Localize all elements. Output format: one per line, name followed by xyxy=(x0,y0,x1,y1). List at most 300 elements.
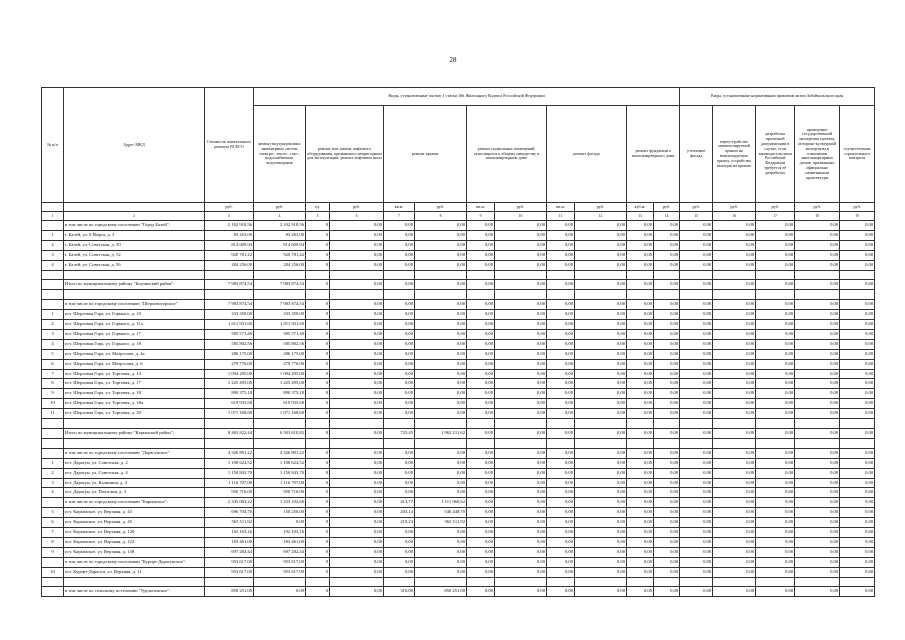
row-number: 3 xyxy=(42,250,64,260)
value-cell: 0,00 xyxy=(840,468,875,478)
table-row xyxy=(42,458,875,468)
value-cell: 953 617,00 xyxy=(205,567,254,577)
value-cell: 0,00 xyxy=(330,329,384,339)
value-cell: 0,00 xyxy=(575,240,627,250)
value-cell: 0,00 xyxy=(795,250,840,260)
value-cell: 0,00 xyxy=(840,399,875,409)
value-cell: 333 350,00 xyxy=(205,310,254,320)
value-cell: 0,00 xyxy=(575,537,627,547)
row-number: 5 xyxy=(42,508,64,518)
table-row xyxy=(42,260,875,270)
table-row xyxy=(42,547,875,557)
value-cell: 2 335 063,22 xyxy=(205,498,254,508)
value-cell: 0 xyxy=(306,488,330,498)
value-cell: 0,00 xyxy=(547,409,575,419)
value-cell: 0,00 xyxy=(627,240,654,250)
value-cell: 0,00 xyxy=(627,567,654,577)
value-cell: 0,00 xyxy=(495,498,547,508)
value-cell: 0,00 xyxy=(547,349,575,359)
value-cell: 279 776,00 xyxy=(254,359,306,369)
value-cell: 0,00 xyxy=(547,379,575,389)
value-cell: 0,00 xyxy=(415,458,467,468)
value-cell: 0,00 xyxy=(654,280,680,290)
unit-cell: руб. xyxy=(840,203,875,212)
value-cell: 0,00 xyxy=(495,409,547,419)
row-number: 9 xyxy=(42,389,64,399)
value-cell: 0,00 xyxy=(756,240,795,250)
value-cell: 0,00 xyxy=(840,498,875,508)
value-cell: 0,00 xyxy=(756,379,795,389)
empty-cell xyxy=(415,290,467,300)
row-number: 7 xyxy=(42,528,64,538)
value-cell: 0 xyxy=(306,468,330,478)
value-cell: 0,00 xyxy=(384,230,415,240)
value-cell: 183 461,00 xyxy=(205,537,254,547)
value-cell: 619 935,68 xyxy=(254,399,306,409)
empty-cell xyxy=(575,290,627,300)
value-cell: 0,00 xyxy=(495,448,547,458)
value-cell: 0 xyxy=(306,409,330,419)
column-number: 6 xyxy=(330,212,384,221)
value-cell: 0,00 xyxy=(654,339,680,349)
value-cell: 0,00 xyxy=(680,339,713,349)
value-cell: 0,00 xyxy=(627,260,654,270)
value-cell: 0,00 xyxy=(495,349,547,359)
value-cell: 0,00 xyxy=(713,221,756,231)
value-cell: 0,00 xyxy=(575,518,627,528)
column-number: 1 xyxy=(42,212,64,221)
value-cell: 0,00 xyxy=(547,260,575,270)
empty-cell xyxy=(467,438,495,448)
value-cell: 0,00 xyxy=(330,310,384,320)
table-row xyxy=(42,389,875,399)
header-group-housing-code: Виды, установленные частью 1 статьи 166 Жилищного Кодекса Российской Федерации xyxy=(254,88,680,106)
value-cell: 0,00 xyxy=(384,349,415,359)
header-insulation: утепление фасада xyxy=(680,106,713,203)
value-cell: 0,00 xyxy=(654,221,680,231)
value-cell: 0,00 xyxy=(795,547,840,557)
value-cell: 0,00 xyxy=(384,458,415,468)
value-cell: 7 983 874,54 xyxy=(254,280,306,290)
value-cell: 0,00 xyxy=(547,300,575,310)
empty-cell xyxy=(306,577,330,587)
value-cell: 0,00 xyxy=(415,488,467,498)
value-cell: 0,00 xyxy=(330,369,384,379)
empty-cell xyxy=(627,577,654,587)
value-cell: 0,00 xyxy=(756,260,795,270)
value-cell: 0,00 xyxy=(467,428,495,438)
value-cell: 0,00 xyxy=(756,448,795,458)
value-cell: 0,00 xyxy=(756,528,795,538)
value-cell: 0,00 xyxy=(575,557,627,567)
row-address: в том числе по городскому поселению "Дарасунское": xyxy=(64,448,205,458)
value-cell: 0,00 xyxy=(680,428,713,438)
value-cell: 0,00 xyxy=(756,369,795,379)
header-ventilation: переустройство невентилируемой крыши на вентилируемую крышу, устройство выходов на кровлю xyxy=(713,106,756,203)
value-cell: 0,00 xyxy=(713,369,756,379)
value-cell: 0,00 xyxy=(467,498,495,508)
value-cell: 0,00 xyxy=(713,508,756,518)
value-cell: 0,00 xyxy=(654,300,680,310)
value-cell: 0,00 xyxy=(254,518,306,528)
value-cell: 0,00 xyxy=(547,478,575,488)
row-address: пгт. Карымское, ул. Верхняя, д. 122 xyxy=(64,537,205,547)
row-address: пгт. Шерловая Гора, ул. Горького, д. 18 xyxy=(64,339,205,349)
value-cell: 0,00 xyxy=(384,468,415,478)
value-cell: 0,00 xyxy=(495,468,547,478)
row-address: пгт. Шерловая Гора, ул. Матросова, д. 4а xyxy=(64,349,205,359)
empty-cell xyxy=(330,270,384,280)
value-cell: 0,00 xyxy=(840,230,875,240)
value-cell: 0,00 xyxy=(756,567,795,577)
value-cell: 0,00 xyxy=(756,349,795,359)
value-cell: 890 375,18 xyxy=(205,389,254,399)
value-cell: 0,00 xyxy=(575,389,627,399)
row-address: Итого по муниципальному району "Борзинский район": xyxy=(64,280,205,290)
value-cell: 0,00 xyxy=(415,537,467,547)
value-cell: 0,00 xyxy=(467,399,495,409)
value-cell: 0,00 xyxy=(415,230,467,240)
value-cell: 0,00 xyxy=(330,260,384,270)
value-cell: 0,00 xyxy=(495,567,547,577)
unit-cell: руб. xyxy=(756,203,795,212)
value-cell: 0,00 xyxy=(384,547,415,557)
column-number: 4 xyxy=(254,212,306,221)
value-cell: 0,00 xyxy=(680,329,713,339)
unit-cell: руб. xyxy=(575,203,627,212)
header-foundation: ремонт фундамента многоквартирного дома xyxy=(627,106,680,203)
value-cell: 0,00 xyxy=(756,389,795,399)
value-cell: 0 xyxy=(306,458,330,468)
empty-cell xyxy=(64,419,205,429)
empty-cell xyxy=(42,419,64,429)
empty-cell xyxy=(680,419,713,429)
value-cell: 0,00 xyxy=(627,448,654,458)
value-cell: 0,00 xyxy=(756,359,795,369)
empty-cell xyxy=(467,290,495,300)
value-cell: 0,00 xyxy=(415,250,467,260)
column-number: 14 xyxy=(654,212,680,221)
value-cell: 0,00 xyxy=(627,458,654,468)
empty-cell xyxy=(756,438,795,448)
value-cell: 0,00 xyxy=(330,478,384,488)
value-cell: 0,00 xyxy=(627,428,654,438)
value-cell: 0,00 xyxy=(547,230,575,240)
value-cell: 0,00 xyxy=(547,389,575,399)
value-cell: 0,00 xyxy=(547,399,575,409)
value-cell: 0,00 xyxy=(795,567,840,577)
value-cell: 0,00 xyxy=(654,310,680,320)
value-cell: 413,77 xyxy=(384,498,415,508)
value-cell: 0,00 xyxy=(795,320,840,330)
row-address: пгт. Шерловая Гора, ул. Торговая, д. 18а xyxy=(64,399,205,409)
value-cell: 0,00 xyxy=(467,567,495,577)
value-cell: 565 511,92 xyxy=(415,518,467,528)
value-cell: 0,00 xyxy=(384,399,415,409)
value-cell: 1 071 168,60 xyxy=(254,409,306,419)
empty-cell xyxy=(654,438,680,448)
column-number: 10 xyxy=(495,212,547,221)
value-cell: 0,00 xyxy=(654,458,680,468)
value-cell: 0,00 xyxy=(575,230,627,240)
value-cell: 890 375,18 xyxy=(254,389,306,399)
empty-cell xyxy=(205,438,254,448)
unit-cell xyxy=(42,203,64,212)
empty-cell xyxy=(254,270,306,280)
value-cell: 1 108 624,52 xyxy=(254,458,306,468)
row-number: 11 xyxy=(42,409,64,419)
value-cell: 0,00 xyxy=(467,320,495,330)
empty-cell xyxy=(495,270,547,280)
empty-cell xyxy=(254,438,306,448)
spacer-row xyxy=(42,577,875,587)
value-cell: 0,00 xyxy=(795,498,840,508)
value-cell: 0,00 xyxy=(495,280,547,290)
value-cell: 0 xyxy=(306,547,330,557)
value-cell: 0,00 xyxy=(627,329,654,339)
row-address: пгт. Карымское, ул. Верхняя, д. 43 xyxy=(64,508,205,518)
empty-cell xyxy=(384,290,415,300)
table-row xyxy=(42,230,875,240)
value-cell: 0,00 xyxy=(756,399,795,409)
value-cell: 0,00 xyxy=(840,428,875,438)
row-address: г. Балей, ул. Советская, д. 52 xyxy=(64,250,205,260)
value-cell: 0,00 xyxy=(467,389,495,399)
value-cell: 0,00 xyxy=(495,458,547,468)
value-cell: 1 225 495,00 xyxy=(205,379,254,389)
value-cell: 1 223 102,60 xyxy=(254,498,306,508)
header-group-regional-law: Виды, установленные нормативным правовым актом Забайкальского края xyxy=(680,88,875,106)
value-cell: 0,00 xyxy=(330,280,384,290)
value-cell: 0,00 xyxy=(495,528,547,538)
value-cell: 0,00 xyxy=(330,468,384,478)
empty-cell xyxy=(575,577,627,587)
value-cell: 0,00 xyxy=(330,221,384,231)
value-cell: 0,00 xyxy=(840,567,875,577)
value-cell: 0,00 xyxy=(495,508,547,518)
value-cell: 0,00 xyxy=(840,339,875,349)
value-cell: 0,00 xyxy=(680,468,713,478)
empty-cell xyxy=(654,419,680,429)
value-cell: 0,00 xyxy=(654,537,680,547)
value-cell: 0,00 xyxy=(840,409,875,419)
value-cell: 0,00 xyxy=(330,349,384,359)
value-cell: 0,00 xyxy=(840,369,875,379)
value-cell: 0,00 xyxy=(654,528,680,538)
empty-cell xyxy=(654,290,680,300)
value-cell: 0,00 xyxy=(415,468,467,478)
value-cell: 0,00 xyxy=(467,557,495,567)
value-cell: 0 xyxy=(306,428,330,438)
empty-cell xyxy=(306,290,330,300)
unit-cell: руб. xyxy=(205,203,254,212)
value-cell: 920 781,42 xyxy=(254,250,306,260)
row-number: 5 xyxy=(42,349,64,359)
empty-cell xyxy=(627,438,654,448)
unit-cell: руб. xyxy=(713,203,756,212)
value-cell: 0,00 xyxy=(840,448,875,458)
value-cell: 0,00 xyxy=(795,428,840,438)
value-cell: 0,00 xyxy=(680,498,713,508)
value-cell: 0,00 xyxy=(840,221,875,231)
value-cell: 850 251,00 xyxy=(415,587,467,597)
spacer-row xyxy=(42,438,875,448)
unit-cell xyxy=(64,203,205,212)
row-number: 8 xyxy=(42,537,64,547)
empty-cell xyxy=(795,290,840,300)
value-cell: 0,00 xyxy=(495,260,547,270)
value-cell: 0,00 xyxy=(654,230,680,240)
row-number: 4 xyxy=(42,488,64,498)
value-cell: 0,00 xyxy=(415,557,467,567)
value-cell: 0,00 xyxy=(713,428,756,438)
value-cell: 2 102 918,56 xyxy=(205,221,254,231)
value-cell: 0,00 xyxy=(575,359,627,369)
value-cell: 0,00 xyxy=(415,359,467,369)
value-cell: 0,00 xyxy=(680,537,713,547)
value-cell: 0,00 xyxy=(330,488,384,498)
value-cell: 0,00 xyxy=(713,379,756,389)
value-cell: 585 571,49 xyxy=(254,329,306,339)
empty-cell xyxy=(306,438,330,448)
value-cell: 0,00 xyxy=(415,528,467,538)
empty-cell xyxy=(330,290,384,300)
value-cell: 0,00 xyxy=(415,320,467,330)
empty-cell xyxy=(205,290,254,300)
empty-cell xyxy=(330,419,384,429)
value-cell: 0,00 xyxy=(795,587,840,597)
value-cell: 0,00 xyxy=(467,369,495,379)
empty-cell xyxy=(384,419,415,429)
value-cell: 0,00 xyxy=(756,508,795,518)
row-number: 3 xyxy=(42,329,64,339)
value-cell: 0 xyxy=(306,310,330,320)
value-cell: 0,00 xyxy=(495,547,547,557)
value-cell: 0,00 xyxy=(713,537,756,547)
value-cell: 0 xyxy=(306,379,330,389)
empty-cell xyxy=(415,438,467,448)
value-cell: 0,00 xyxy=(713,230,756,240)
page-number: 28 xyxy=(449,56,457,64)
empty-cell xyxy=(415,577,467,587)
value-cell: 0 xyxy=(306,537,330,547)
value-cell: 0,00 xyxy=(654,488,680,498)
value-cell: 0,00 xyxy=(795,240,840,250)
value-cell: 0,00 xyxy=(627,230,654,240)
value-cell: 203,14 xyxy=(384,508,415,518)
value-cell: 0,00 xyxy=(547,310,575,320)
value-cell: 1 150 843,70 xyxy=(205,468,254,478)
value-cell: 0,00 xyxy=(840,389,875,399)
value-cell: 0,00 xyxy=(840,537,875,547)
value-cell: 0,00 xyxy=(415,240,467,250)
spacer-row xyxy=(42,290,875,300)
empty-cell xyxy=(42,290,64,300)
empty-cell xyxy=(495,419,547,429)
value-cell: 0,00 xyxy=(547,587,575,597)
table-body xyxy=(42,221,875,597)
value-cell: 0,00 xyxy=(330,587,384,597)
table-row xyxy=(42,567,875,577)
value-cell: 0,00 xyxy=(680,320,713,330)
value-cell: 0,00 xyxy=(415,310,467,320)
value-cell: 0,00 xyxy=(840,320,875,330)
value-cell: 0,00 xyxy=(330,240,384,250)
value-cell: 0,00 xyxy=(654,329,680,339)
value-cell: 0,00 xyxy=(680,587,713,597)
empty-cell xyxy=(467,577,495,587)
value-cell: 0,00 xyxy=(467,221,495,231)
row-number: 10 xyxy=(42,399,64,409)
table-row xyxy=(42,310,875,320)
value-cell: 286 175,00 xyxy=(205,349,254,359)
value-cell: 0,00 xyxy=(627,310,654,320)
value-cell: 0,00 xyxy=(627,498,654,508)
value-cell: 0 xyxy=(306,230,330,240)
value-cell: 0 xyxy=(306,448,330,458)
subtotal-row xyxy=(42,448,875,458)
row-address: пгт. Шерловая Гора, ул. Торговая, д. 17 xyxy=(64,379,205,389)
value-cell: 0 xyxy=(306,280,330,290)
header-address: Адрес МКД xyxy=(64,88,205,203)
value-cell: 0,00 xyxy=(680,547,713,557)
value-cell: 0,00 xyxy=(547,221,575,231)
row-address: г. Балей, ул. 8 Марта, д. 3 xyxy=(64,230,205,240)
value-cell: 0,00 xyxy=(384,260,415,270)
value-cell: 0,00 xyxy=(713,300,756,310)
empty-cell xyxy=(384,577,415,587)
row-number: 2 xyxy=(42,240,64,250)
value-cell: 0,00 xyxy=(547,280,575,290)
value-cell: 0,00 xyxy=(547,250,575,260)
value-cell: 0,00 xyxy=(795,379,840,389)
value-cell: 0,00 xyxy=(795,349,840,359)
value-cell: 0,00 xyxy=(713,448,756,458)
value-cell: 0,00 xyxy=(575,468,627,478)
value-cell: 0,00 xyxy=(384,379,415,389)
value-cell: 0,00 xyxy=(756,428,795,438)
column-number: 15 xyxy=(680,212,713,221)
value-cell: 0,00 xyxy=(795,537,840,547)
value-cell: 0,00 xyxy=(547,320,575,330)
empty-cell xyxy=(756,577,795,587)
column-number: 16 xyxy=(713,212,756,221)
empty-cell xyxy=(713,290,756,300)
empty-cell xyxy=(547,577,575,587)
value-cell: 0,00 xyxy=(840,349,875,359)
value-cell: 0,00 xyxy=(495,230,547,240)
header-roof: ремонт крыши xyxy=(384,106,467,203)
value-cell: 0,00 xyxy=(756,488,795,498)
value-cell: 0,00 xyxy=(713,528,756,538)
value-cell: 0,00 xyxy=(795,458,840,468)
value-cell: 0,00 xyxy=(680,300,713,310)
column-number: 18 xyxy=(795,212,840,221)
value-cell: 0,00 xyxy=(384,409,415,419)
value-cell: 0,00 xyxy=(795,221,840,231)
row-number xyxy=(42,300,64,310)
empty-cell xyxy=(575,419,627,429)
value-cell: 0,00 xyxy=(467,310,495,320)
value-cell: 1 011 931,60 xyxy=(205,320,254,330)
value-cell: 0,00 xyxy=(756,250,795,260)
value-cell: 0,00 xyxy=(415,448,467,458)
value-cell: 0,00 xyxy=(384,389,415,399)
value-cell: 0,00 xyxy=(575,478,627,488)
row-number: 9 xyxy=(42,547,64,557)
value-cell: 0,00 xyxy=(713,567,756,577)
value-cell: 0,00 xyxy=(627,518,654,528)
